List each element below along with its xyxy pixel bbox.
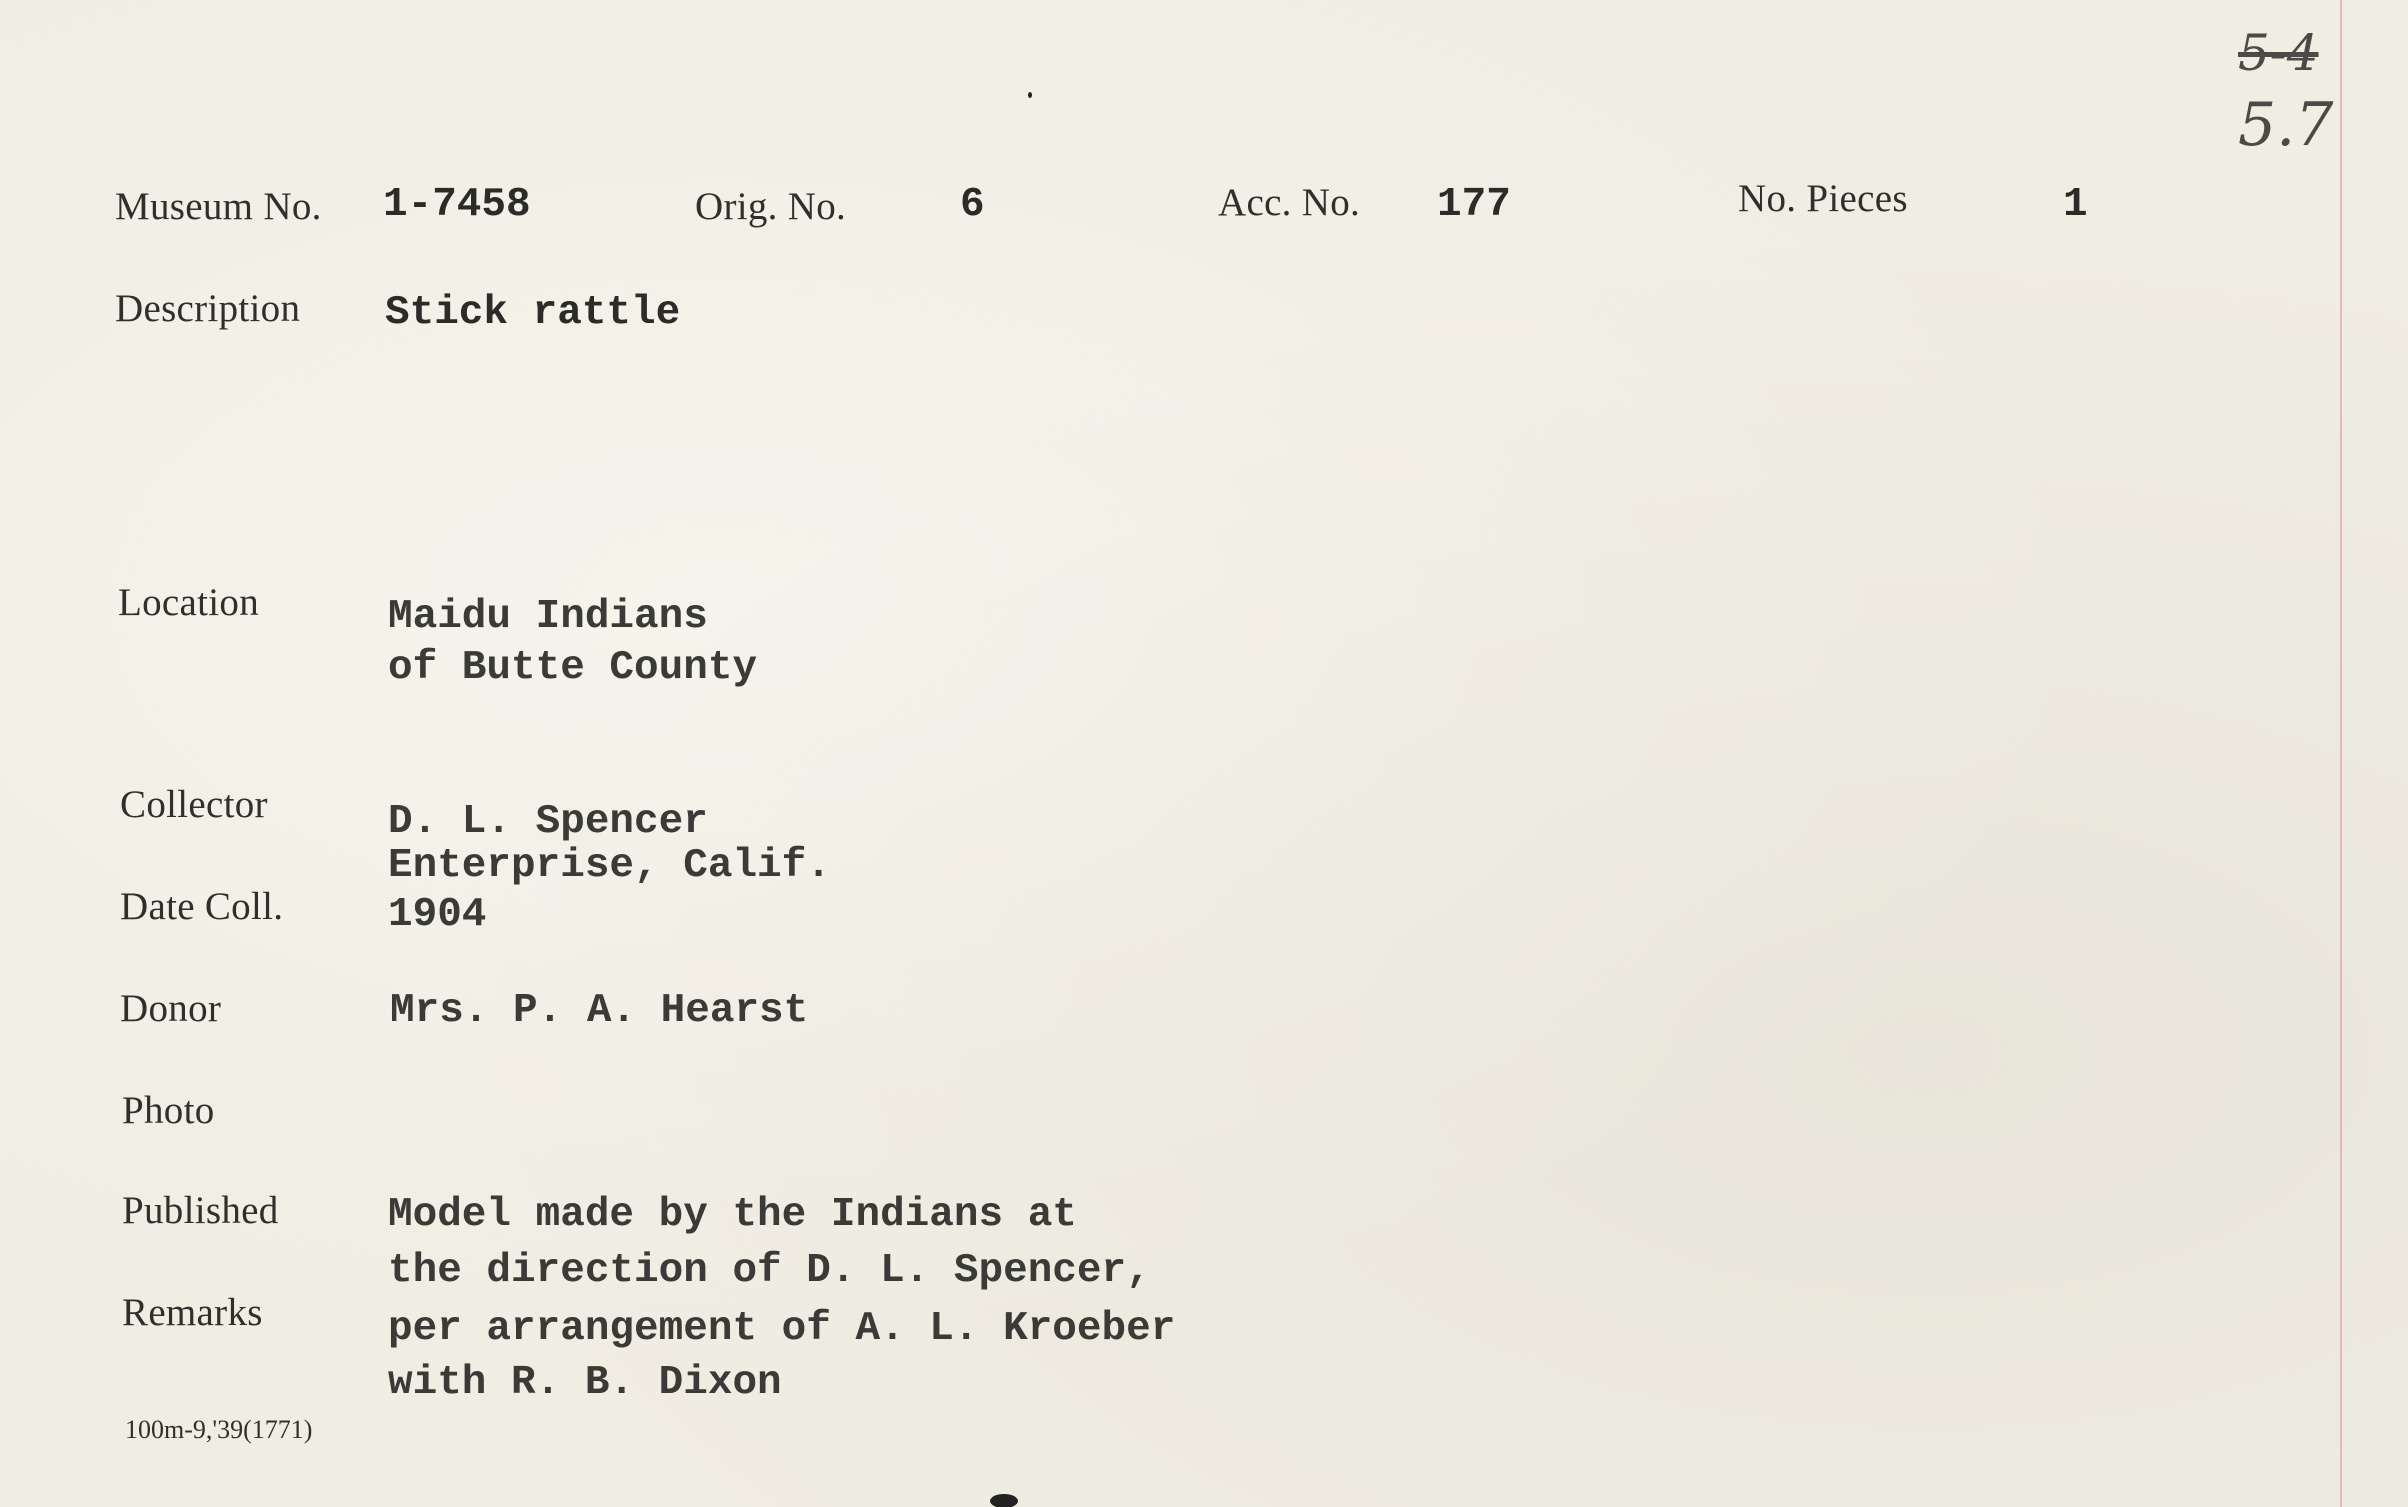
no-pieces-value: 1 — [2063, 182, 2088, 228]
museum-no-value: 1-7458 — [383, 182, 531, 228]
ink-speck — [1028, 92, 1032, 98]
remarks-line-1: Model made by the Indians at — [388, 1192, 1077, 1238]
handwritten-struck-number: 5-4 — [2238, 24, 2319, 82]
acc-no-label: Acc. No. — [1218, 181, 1361, 224]
no-pieces-label: No. Pieces — [1738, 177, 1908, 220]
donor-label: Donor — [120, 987, 222, 1030]
location-line-1: Maidu Indians — [388, 594, 708, 640]
handwritten-number: 5.7 — [2238, 90, 2334, 160]
remarks-line-3: per arrangement of A. L. Kroeber — [388, 1306, 1176, 1352]
location-line-2: of Butte County — [388, 645, 758, 691]
date-coll-label: Date Coll. — [120, 885, 284, 928]
print-code: 100m-9,'39(1771) — [125, 1415, 313, 1444]
acc-no-value: 177 — [1437, 182, 1511, 228]
margin-rule — [2340, 0, 2342, 1507]
remarks-line-4: with R. B. Dixon — [388, 1360, 782, 1406]
collector-line-2: Enterprise, Calif. — [388, 843, 831, 889]
museum-no-label: Museum No. — [115, 185, 322, 228]
description-label: Description — [115, 287, 301, 330]
date-coll-value: 1904 — [388, 892, 487, 938]
collector-label: Collector — [120, 783, 268, 826]
description-value: Stick rattle — [385, 290, 681, 336]
remarks-label: Remarks — [122, 1291, 263, 1334]
donor-value: Mrs. P. A. Hearst — [390, 988, 809, 1034]
published-label: Published — [122, 1189, 279, 1232]
orig-no-value: 6 — [960, 182, 985, 228]
orig-no-label: Orig. No. — [695, 185, 847, 228]
location-label: Location — [118, 581, 260, 624]
photo-label: Photo — [122, 1089, 215, 1132]
collector-line-1: D. L. Spencer — [388, 799, 708, 845]
ink-speck — [990, 1494, 1018, 1507]
remarks-line-2: the direction of D. L. Spencer, — [388, 1248, 1151, 1294]
